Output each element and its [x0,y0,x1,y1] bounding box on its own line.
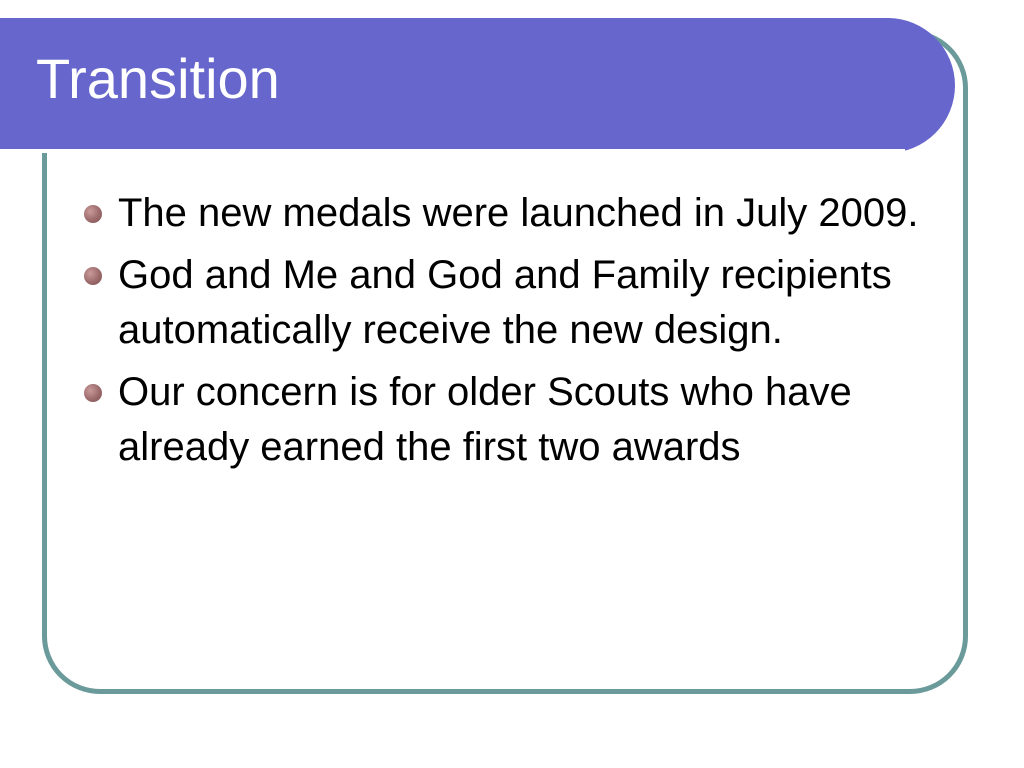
bullet-dot-icon [84,205,102,223]
bullet-dot-icon [84,267,102,285]
bullet-text: The new medals were launched in July 2009. [118,191,919,235]
bullet-text: God and Me and God and Family recipients automatically receive the new design. [118,253,892,352]
bullet-item [80,248,950,358]
slide-title: Transition [36,47,280,110]
title-underline [0,149,905,153]
bullet-text: Our concern is for older Scouts who have already earned the first two awards [118,370,852,469]
bullet-item [80,365,950,475]
bullet-dot-icon [84,384,102,402]
bullet-item [80,186,950,241]
bullet-list [80,186,950,482]
